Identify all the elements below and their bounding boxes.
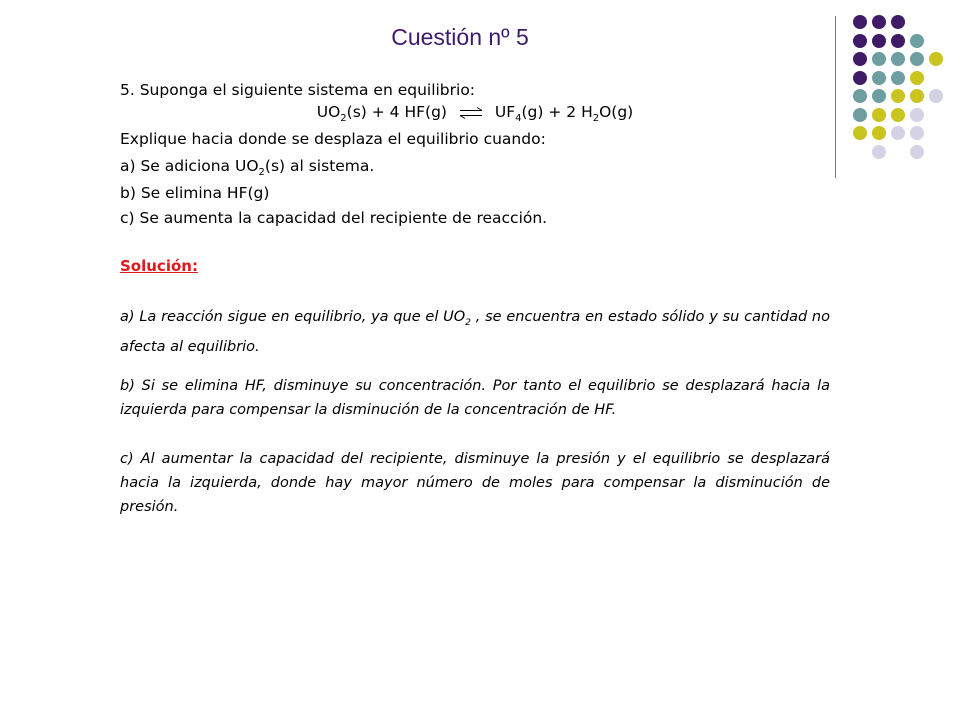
eq-right-subscript: 4 [515, 113, 522, 125]
decor-dot [910, 108, 924, 122]
decor-dot [891, 71, 905, 85]
decor-dot [910, 52, 924, 66]
eq-right-end: O(g) [599, 103, 634, 121]
eq-water-subscript: 2 [592, 113, 600, 125]
decor-dot [853, 15, 867, 29]
solution-heading: Solución: [120, 257, 198, 275]
decor-dot [872, 52, 886, 66]
answer-a-subscript: 2 [465, 317, 471, 328]
decor-dot [872, 126, 886, 140]
eq-left-subscript: 2 [340, 113, 347, 125]
decor-dot [872, 145, 886, 159]
slide-title: Cuestión nº 5 [391, 24, 529, 50]
decor-dot [891, 126, 905, 140]
question-intro: 5. Suponga el siguiente sistema en equilibrio: [120, 81, 476, 99]
decor-dot [872, 34, 886, 48]
eq-left-rest: (s) + 4 HF(g) [346, 103, 447, 121]
decor-dot [853, 34, 867, 48]
decor-dot [910, 71, 924, 85]
item-a-subscript: 2 [258, 167, 265, 179]
decor-dot [891, 89, 905, 103]
equilibrium-arrows-icon [458, 107, 484, 119]
decor-dot [891, 15, 905, 29]
eq-left-formula: UO [316, 103, 341, 121]
decor-dot [910, 34, 924, 48]
question-explain: Explique hacia donde se desplaza el equilibrio cuando: [120, 130, 546, 148]
decor-dot [891, 108, 905, 122]
item-a-tail: (s) al sistema. [264, 157, 375, 175]
decor-dot [853, 126, 867, 140]
question-item-a [120, 157, 374, 182]
decor-dot [853, 52, 867, 66]
item-a-text: a) Se adiciona UO [120, 157, 259, 175]
decor-dot [891, 52, 905, 66]
decor-dot [853, 108, 867, 122]
solution-answer-b: b) Si se elimina HF, disminuye su concentración. Por tanto el equilibrio se desplazará hacia la izquierda para compensar la disminución de la concentración de HF. [120, 378, 830, 418]
answer-a-text: a) La reacción sigue en equilibrio, ya que el UO [120, 309, 466, 325]
chemical-equation [120, 103, 830, 124]
eq-right-formula: UF [494, 103, 516, 121]
decor-dot [910, 145, 924, 159]
eq-right-mid: (g) + 2 H [521, 103, 593, 121]
decor-dot [872, 89, 886, 103]
decor-dot [910, 89, 924, 103]
decor-dot [853, 89, 867, 103]
decor-dot [929, 89, 943, 103]
question-item-b: b) Se elimina HF(g) [120, 184, 270, 202]
decor-dot [853, 71, 867, 85]
answer-a-tail: , se encuentra en estado sólido y su cantidad no afecta al equilibrio. [120, 309, 830, 355]
question-item-c: c) Se aumenta la capacidad del recipiente de reacción. [120, 209, 548, 227]
decor-dot [910, 126, 924, 140]
divider-line [835, 16, 836, 178]
decor-dot [929, 52, 943, 66]
decor-dot [872, 108, 886, 122]
decor-dot [872, 15, 886, 29]
solution-answer-c: c) Al aumentar la capacidad del recipiente, disminuye la presión y el equilibrio se desplazará hacia la izquierda, donde hay mayor número de moles para compensar la disminución de presión. [120, 451, 830, 515]
decor-dot [872, 71, 886, 85]
decor-dot [891, 34, 905, 48]
solution-answer-a [120, 305, 830, 359]
